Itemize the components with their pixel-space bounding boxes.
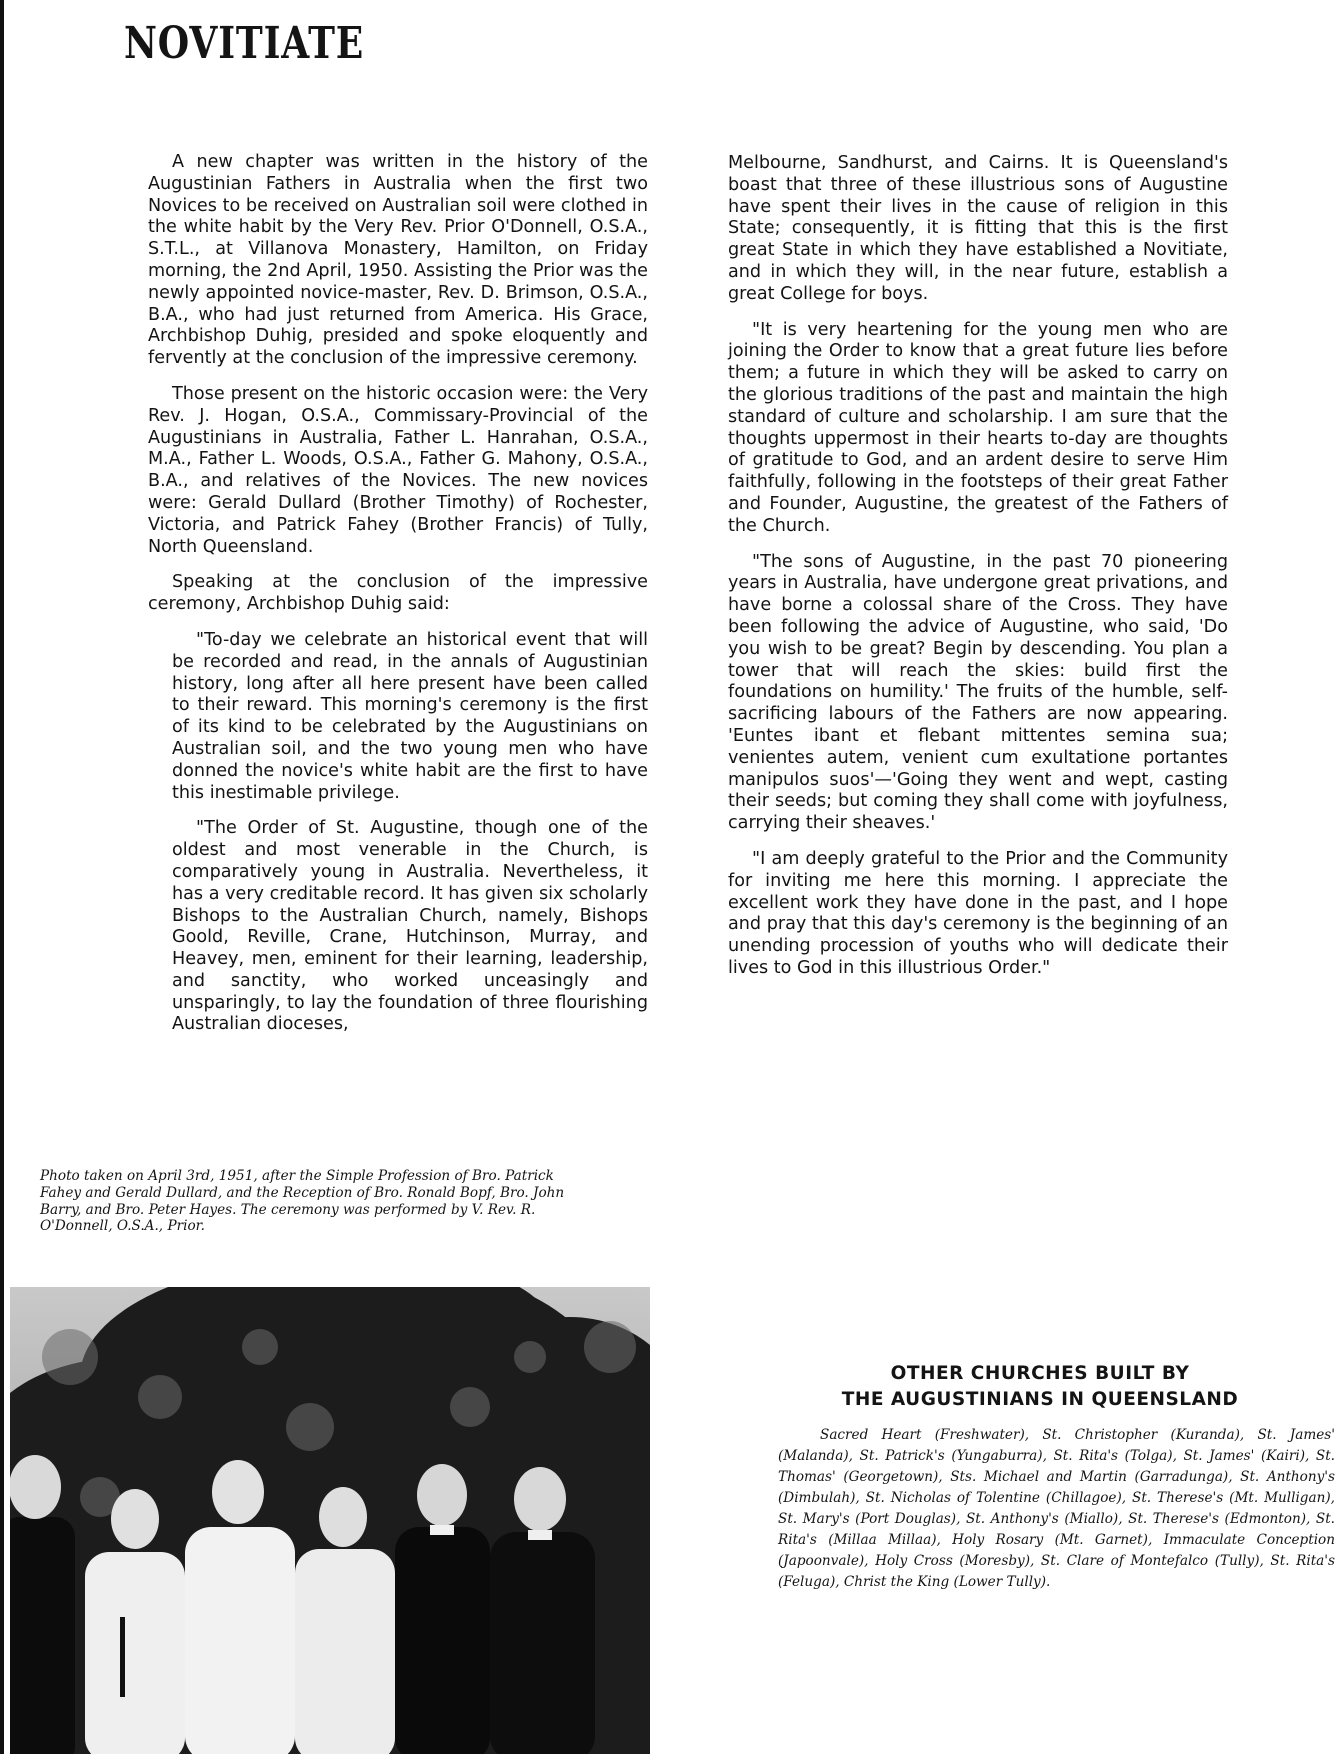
article-paragraph: Those present on the historic occasion were: the Very Rev. J. Hogan, O.S.A., Commissary-Provincial of the Augustinians in Australia, Father L. Hanrahan, O.S.A., M.A., Father L. Woods, O.S.A., Father G. Mahony, O.S.A., B.A., and relatives of the Novices. The new novices were: Gerald Dullard (Brother Timothy) of Rochester, Victoria, and Patrick Fahey (Brother Francis) of Tully, North Queensland. bbox=[148, 383, 648, 557]
article-paragraph: "I am deeply grateful to the Prior and the Community for inviting me here this morning. I appreciate the excellent work they have done in the past, and I hope and pray that this day's ceremony is the beginning of an unending procession of youths who will dedicate their lives to God in this illustrious Order." bbox=[728, 848, 1228, 978]
churches-list: Sacred Heart (Freshwater), St. Christopher (Kuranda), St. James' (Malanda), St. Patrick's (Yungaburra), St. Rita's (Tolga), St. James' (Kairi), St. Thomas' (Georgetown), Sts. Michael and Martin (Garradunga), St. Anthony's (Dimbulah), St. Nicholas of Tolentine (Chillagoe), St. Therese's (Mt. Mulligan), St. Mary's (Port Douglas), St. Anthony's (Miallo), St. Therese's (Edmonton), St. Rita's (Millaa Millaa), Holy Rosary (Mt. Garnet), Immaculate Conception (Japoonvale), Holy Cross (Moresby), St. Clare of Montefalco (Tully), St. Rita's (Feluga), Christ the King (Lower Tully). bbox=[778, 1427, 1335, 1590]
article-column-right bbox=[728, 153, 1228, 994]
article-quote-paragraph: "To-day we celebrate an historical event that will be recorded and read, in the annals of Augustinian history, long after all here present have been called to their reward. This morning's ceremony is the first of its kind to be celebrated by the Augustinians on Australian soil, and the two young men who have donned the novice's white habit are the first to have this inestimable privilege. bbox=[172, 629, 648, 803]
article-column-left bbox=[148, 152, 648, 1050]
article-quote-paragraph: "The Order of St. Augustine, though one of the oldest and most venerable in the Church, is comparatively young in Australia. Nevertheless, it has a very creditable record. It has given six scholarly Bishops to the Australian Church, namely, Bishops Goold, Reville, Crane, Hutchinson, Murray, and Heavey, men, eminent for their learning, leadership, and sanctity, who worked unceasingly and unsparingly, to lay the foundation of three flourishing Australian dioceses, bbox=[172, 818, 648, 1035]
article-paragraph: A new chapter was written in the history of the Augustinian Fathers in Australia when the first two Novices to be received on Australian soil were clothed in the white habit by the Very Rev. Prior O'Donnell, O.S.A., S.T.L., at Villanova Monastery, Hamilton, on Friday morning, the 2nd April, 1950. Assisting the Prior was the newly appointed novice-master, Rev. D. Brimson, O.S.A., B.A., who had just returned from America. His Grace, Archbishop Duhig, presided and spoke eloquently and fervently at the conclusion of the impressive ceremony. bbox=[148, 152, 648, 369]
page-left-rule bbox=[0, 0, 4, 1754]
article-paragraph: "It is very heartening for the young men who are joining the Order to know that a great future lies before them; a future in which they will be asked to carry on the glorious traditions of the past and maintain the high standard of culture and scholarship. I am sure that the thoughts uppermost in their hearts to-day are thoughts of gratitude to God, and an ardent desire to serve Him faithfully, following in the footsteps of their great Father and Founder, Augustine, the greatest of the Fathers of the Church. bbox=[728, 319, 1228, 536]
article-paragraph: Speaking at the conclusion of the impressive ceremony, Archbishop Duhig said: bbox=[148, 572, 648, 615]
article-paragraph: "The sons of Augustine, in the past 70 pioneering years in Australia, have undergone great privations, and have borne a colossal share of the Cross. They have been following the advice of Augustine, who said, 'Do you wish to be great? Begin by descending. You plan a tower that will reach the skies: build first the foundations on humility.' The fruits of the humble, self-sacrificing labours of the Fathers are now appearing. 'Euntes ibant et flebant mittentes semina sua; venientes autem, venient cum exultatione portantes manipulos suos'—'Going they went and wept, casting their seeds; but coming they shall come with joyfulness, carrying their sheaves.' bbox=[728, 551, 1228, 834]
churches-heading-line-1: OTHER CHURCHES BUILT BY bbox=[890, 1363, 1190, 1384]
churches-heading-line-2: THE AUGUSTINIANS IN QUEENSLAND bbox=[841, 1389, 1239, 1410]
photo-caption: Photo taken on April 3rd, 1951, after the Simple Profession of Bro. Patrick Fahey and Gerald Dullard, and the Reception of Bro. Ronald Bopf, Bro. John Barry, and Bro. Peter Hayes. The ceremony was performed by V. Rev. R. O'Donnell, O.S.A., Prior. bbox=[40, 1168, 565, 1235]
novices-group-photo bbox=[10, 1287, 650, 1754]
article-paragraph: Melbourne, Sandhurst, and Cairns. It is Queensland's boast that three of these illustrious sons of Augustine have spent their lives in the cause of religion in this State; consequently, it is fitting that this is the first great State in which they have established a Novitiate, and in which they will, in the near future, establish a great College for boys. bbox=[728, 153, 1228, 304]
page-title: NOVITIATE bbox=[124, 18, 365, 69]
churches-heading bbox=[780, 1361, 1300, 1413]
